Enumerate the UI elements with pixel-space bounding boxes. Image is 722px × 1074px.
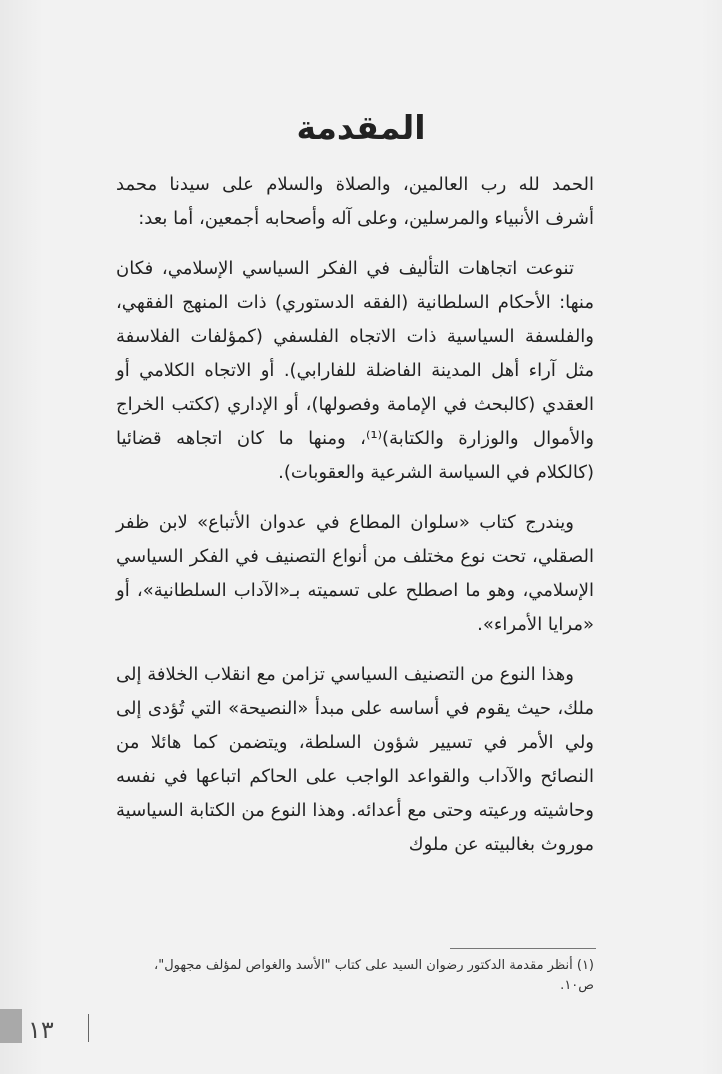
body-text bbox=[116, 168, 594, 878]
page-number-divider bbox=[88, 1014, 89, 1042]
page-edge-marker bbox=[0, 1009, 22, 1043]
paragraph-4: وهذا النوع من التصنيف السياسي تزامن مع انقلاب الخلافة إلى ملك، حيث يقوم في أساسه على مبدأ «النصيحة» التي تُؤدى إلى ولي الأمر في تسيير شؤون السلطة، ويتضمن كما هائلا من النصائح والآداب والقواعد الواجب على الحاكم اتباعها في نفسه وحاشيته ورعيته وحتى مع أعدائه. وهذا النوع من الكتابة السياسية موروث بغالبيته عن ملوك bbox=[116, 664, 594, 855]
paragraph-3: ويندرج كتاب «سلوان المطاع في عدوان الأتباع» لابن ظفر الصقلي، تحت نوع مختلف من أنواع التصنيف في الفكر السياسي الإسلامي، وهو ما اصطلح على تسميته بـ«الآداب السلطانية»، أو «مرايا الأمراء». bbox=[116, 512, 594, 635]
paragraph-1: الحمد لله رب العالمين، والصلاة والسلام على سيدنا محمد أشرف الأنبياء والمرسلين، وعلى آله وأصحابه أجمعين، أما بعد: bbox=[116, 174, 594, 229]
page-number: ١٣ bbox=[28, 1016, 54, 1044]
footnote: (١) أنظر مقدمة الدكتور رضوان السيد على كتاب "الأسد والغواص لمؤلف مجهول"، ص١٠. bbox=[154, 958, 594, 993]
page-title: المقدمة bbox=[296, 108, 426, 147]
footnote-separator bbox=[450, 948, 596, 949]
paragraph-2: تنوعت اتجاهات التأليف في الفكر السياسي الإسلامي، فكان منها: الأحكام السلطانية (الفقه الدستوري) ذات المنهج الفقهي، والفلسفة السياسية ذات الاتجاه الفلسفي (كمؤلفات الفلاسفة مثل آراء أهل المدينة الفاضلة للفارابي). أو الاتجاه الكلامي أو العقدي (كالبحث في الإمامة وفصولها)، أو الإداري (ككتب الخراج والأموال والوزارة والكتابة)⁽¹⁾، ومنها ما كان اتجاهه قضائيا (كالكلام في السياسة الشرعية والعقوبات). bbox=[116, 258, 594, 483]
